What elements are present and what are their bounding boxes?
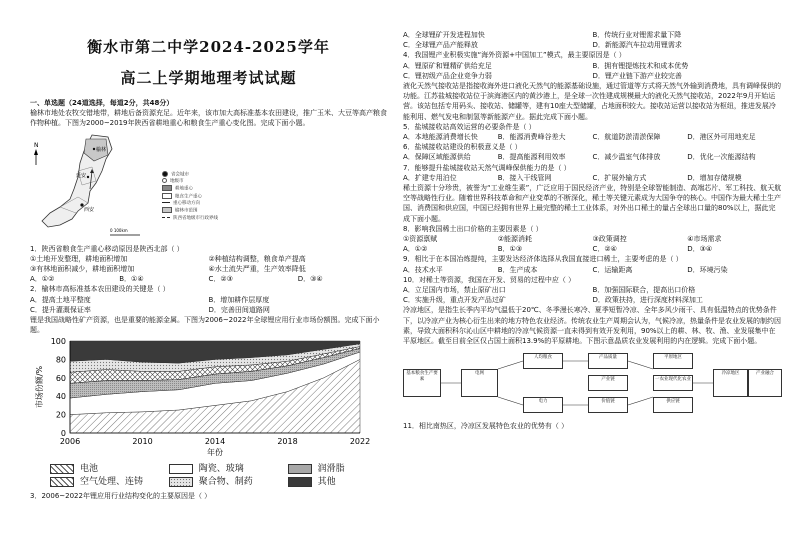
x-tick-label: 2010 [132, 437, 153, 447]
intro-paragraph-3: 液化天然气接收站是指接收海外进口液化天然气的能源基础设施，通过管道等方式将天然气外输到消费地，具有调峰保供的功能。江苏盐城接收站位于滨海港区内的黄沙港上，是全球一次性建成规模最大的液化天然气接收站，2022年9月开始运营。该站包括专用码头、接收站、储罐等，建有10座大型储罐，占地面积较大。接收站运营以接收站为枢纽，推进发展冷能利用、燃气发电和制氢等新能源产业。据此完成下面小题。 [403, 82, 781, 121]
area-chart-svg [30, 337, 390, 459]
option: C．减少温室气体排放 [592, 153, 661, 162]
question-7-options [403, 173, 782, 183]
option: A．立足国内市场，禁止原矿出口 [403, 286, 506, 295]
legend-entry [169, 476, 288, 489]
page-title-exam: 高二上学期地理考试试题 [120, 69, 297, 87]
option: D．政策扶持，进行深度材料深加工 [592, 296, 703, 305]
y-tick-label: 20 [55, 411, 66, 421]
flow-box: 平原地区 [653, 353, 693, 369]
shaanxi-map [30, 131, 387, 241]
flow-box: 价值链 [588, 397, 628, 413]
option: A．①② [403, 245, 428, 254]
question-9: 9．相比于在本国冶炼提纯，主要发达经济体选择从我国直接进口稀土，主要考虑的是（ ） [403, 255, 683, 264]
option: B．提高能源利用效率 [497, 153, 566, 162]
option: A．扩建专用泊位 [403, 173, 457, 182]
map-label-yulin: 榆林 [96, 146, 107, 153]
legend-entry [288, 463, 407, 476]
option: B．传统行业对锂需求量下降 [592, 31, 682, 39]
y-axis-label: 市场份额/% [35, 366, 44, 409]
question-1: 1．陕西省粮食生产重心移动原因是陕西北部（ ） [30, 244, 184, 253]
right-column [397, 0, 794, 560]
map-label-yanan: 延安 [76, 172, 87, 179]
statement: ③政策调控 [592, 235, 627, 244]
option: C．全球锂产品产能释放 [403, 41, 478, 50]
intro-paragraph-4: 稀土资源十分珍贵，被誉为“工业维生素”，广泛应用于国民经济产业，特别是全球智能制造、高端芯片、军工科技、航天航空等战略性行业。随着世界科技革命和产业变革的不断深化，稀土等关键元素成为大国争夺的核心。中国作为最大稀土生产国、消费国和供应国，中国已经拥有世界上最完整的稀土工业体系，对外出口稀土的量占全球出口量的80%以上，据此完成下面小题。 [403, 184, 782, 223]
y-tick-label: 80 [55, 355, 66, 365]
question-2: 2．榆林市高标准基本农田建设的关键是（ ） [30, 285, 170, 294]
legend-label: 润滑脂 [317, 464, 345, 475]
flow-box: 产业融合 [748, 369, 782, 397]
option: C．提升灌溉保证率 [30, 305, 91, 314]
option: C．航道防淤清淤保障 [592, 133, 661, 142]
question-4: 4．我国锂产业积极实施“海外资源+中国加工”模式，最主要原因是（ ） [403, 51, 626, 60]
legend-entry [50, 476, 169, 489]
flow-box: 人均粮食 [523, 353, 563, 369]
question-10-options [403, 285, 782, 305]
question-2-options [30, 295, 387, 315]
legend-swatch [169, 464, 193, 474]
statement: ②能源消耗 [497, 235, 533, 244]
flow-box: 产品质量 [588, 353, 628, 369]
x-tick-label: 2022 [349, 437, 371, 447]
y-tick-label: 100 [50, 337, 66, 347]
legend-item: 粮食生产重心 [162, 193, 218, 201]
option: D．优化一次能源结构 [687, 153, 756, 162]
intro-paragraph-5: 冷凉地区，是指生长季内平均气温低于20℃、冬季漫长寒冷、夏季短暂冷凉、全年多风少雨干、具有低温特点的优势条件下，以冷凉产业为核心衍生出来的地方特色农业经济。传统农业生产周期会认为，气候冷凉，热量条件是农业发展的制约因素，导致大面积科尔沁山区中耕地的冷凉气候资源一直未得到有效开发利用，90%以上的耕、林、牧、渔、业发展集中在平原地区。截至目前全区仅占国土面积13.9%的平原耕地。下图示意晶质农业发展利用的内在逻辑。完成下面小题。 [403, 306, 781, 346]
intro-paragraph-1: 榆林市地处农牧交错地带，耕地后备资源充足。近年来，该市加大高标准基本农田建设，推广玉米、大豆等高产粮食作物种植。下图为2000~2019年陕西省耕地重心和粮食生产重心变化图。完成下面小题。 [30, 109, 387, 128]
question-7: 7．能够提升盐城接收站天然气调峰保供能力的是（ ） [403, 163, 571, 172]
legend-swatch [288, 464, 312, 474]
legend-item: 省会城市 [162, 171, 218, 179]
y-tick-label: 60 [55, 374, 66, 384]
option: A．保障区域能源供给 [403, 153, 471, 162]
option: B．能源消费峰谷差大 [497, 133, 566, 142]
option: A．①② [30, 275, 55, 284]
lithium-market-share-chart [30, 337, 387, 501]
x-tick-label: 2006 [59, 437, 81, 447]
intro-paragraph-2: 锂是我国战略性矿产资源，也是重要的能源金属。下图为2006~2022年全球锂应用行业市场份额图。完成下面小题。 [30, 316, 380, 335]
x-tick-label: 2018 [277, 437, 298, 447]
option: A．提高土地平整度 [30, 295, 91, 304]
question-8-options [403, 244, 782, 254]
option: D．③④ [297, 275, 323, 284]
legend-swatch [288, 477, 312, 487]
option: B．加强国际联合，提高出口价格 [592, 286, 696, 295]
question-8: 8．影响我国稀土出口价格的主要因素是（ ） [403, 224, 543, 233]
statement: ②种植结构调整，粮食单产提高 [208, 254, 306, 263]
legend-entry [288, 476, 407, 489]
option: D．完善田间道路网 [208, 305, 270, 314]
legend-label: 电池 [80, 464, 99, 475]
flow-box: 一农业现代化农业 [653, 375, 693, 391]
legend-swatch [50, 477, 74, 487]
legend-swatch [50, 464, 74, 474]
statement: ①资源禀赋 [403, 235, 438, 244]
option: C．运输距离 [592, 265, 633, 274]
option: D．港区外可用地充足 [687, 133, 756, 142]
legend-swatch [169, 477, 193, 487]
map-graphic [30, 131, 160, 241]
option: C．②③ [208, 275, 233, 284]
y-tick-label: 40 [55, 392, 66, 402]
option: A．锂原矿和锂精矿供给充足 [403, 61, 492, 70]
flow-box: 产业链 [588, 375, 628, 391]
flow-box: 电力 [523, 397, 563, 413]
question-5: 5．盐城接收站高效运营的必要条件是（ ） [403, 122, 536, 131]
map-label-xian: 西安 [84, 206, 95, 213]
legend-item: 重心移动方向 [162, 200, 218, 207]
option: D．锂产业链下游产业较完善 [592, 71, 682, 80]
option: B．接入干线管网 [497, 173, 552, 182]
question-4-options [403, 61, 782, 81]
x-tick-label: 2014 [204, 437, 226, 447]
option: C．实施升级，重点开发产品过矿 [403, 296, 506, 305]
chart-legend [50, 463, 410, 489]
question-11: 11．相比南热区，冷凉区发展特色农业的优势有（ ） [403, 422, 569, 431]
option: B．增加耕作层厚度 [208, 295, 270, 304]
option: C．扩展外输方式 [592, 173, 647, 182]
statement: ④水土流失严重，生产效率降低 [208, 265, 306, 274]
statement: ③有林地面积减少，耕地面积增加 [30, 265, 135, 274]
legend-item: 陕西省地级市行政界线 [162, 215, 218, 222]
flow-box: 供应链 [653, 397, 693, 413]
option: B．生产成本 [497, 265, 538, 274]
x-axis-label: 年份 [207, 448, 223, 458]
option: B．拥有锂提炼技术和成本优势 [592, 61, 689, 70]
flow-box: 电网 [461, 369, 498, 397]
question-6-options [403, 152, 782, 162]
legend-item: 地级市 [162, 178, 218, 185]
option: D．增加存储规模 [687, 173, 742, 182]
statement: ④市场需求 [687, 235, 722, 244]
option: A．技术水平 [403, 265, 443, 274]
question-8-statements [403, 234, 782, 244]
legend-item: 耕地重心 [162, 185, 218, 193]
flow-diagram [403, 349, 782, 417]
option: C．锂初级产品企业竞争力弱 [403, 71, 492, 80]
legend-label: 陶瓷、玻璃 [198, 464, 244, 475]
option: A．全球锂矿开发进程加快 [403, 31, 485, 39]
y-tick-label: 0 [60, 429, 66, 439]
question-6: 6．盐城接收站建设的积极意义是（ ） [403, 143, 522, 152]
option: B．①③ [497, 245, 523, 254]
map-legend [162, 171, 218, 222]
statement: ①土地开发整理，耕地面积增加 [30, 254, 128, 263]
question-9-options [403, 265, 782, 275]
flow-box: 冷凉地区 [713, 369, 748, 397]
question-3: 3．2006~2022年锂应用行业结构变化的主要原因是（ ） [30, 492, 212, 501]
option: C．②④ [592, 245, 617, 254]
section-heading: 一、单选题（24道选择，每道2分，共48分） [30, 99, 174, 107]
option: D．新能源汽车拉动用锂需求 [592, 41, 682, 50]
option: D．③④ [687, 245, 713, 254]
question-5-options [403, 132, 782, 142]
option: A．本地能源消费增长快 [403, 133, 478, 142]
legend-label: 聚合物、制药 [198, 477, 253, 488]
question-10: 10．对稀土等资源，我国在开发、贸易的过程中应（ ） [403, 275, 576, 284]
page-title-school: 衡水市第二中学2024-2025学年 [87, 38, 330, 56]
legend-label: 空气处理、连铸 [80, 477, 144, 488]
legend-entry [169, 463, 288, 476]
question-1-options [30, 274, 387, 284]
scale-label: 0 100km [110, 227, 128, 233]
option: B．①④ [119, 275, 144, 284]
legend-label: 其他 [317, 477, 336, 488]
north-arrow-label: N [34, 141, 39, 149]
question-1-statements [30, 254, 387, 274]
legend-entry [50, 463, 169, 476]
option: D．环境污染 [687, 265, 728, 274]
question-3-options [403, 30, 782, 50]
legend-item: 榆林市范围 [162, 207, 218, 215]
flow-box: 基本粮食生产要素 [403, 369, 441, 397]
